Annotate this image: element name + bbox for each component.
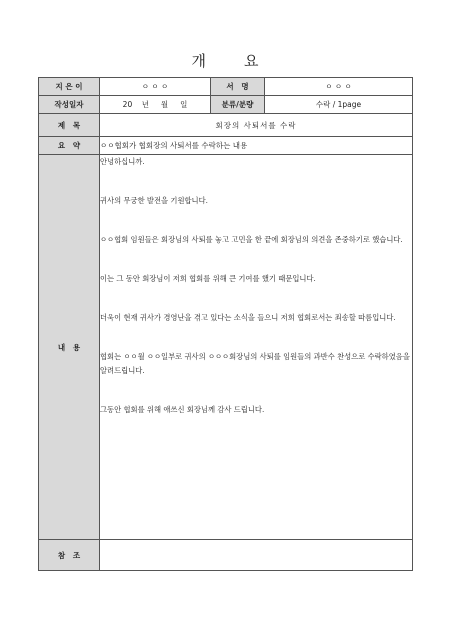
summary-value: ㅇㅇ협회가 협회장의 사퇴서를 수락하는 내용	[100, 137, 413, 155]
author-row	[39, 78, 413, 96]
signature-label: 서 명	[211, 78, 265, 96]
content-paragraph: 협회는 ㅇㅇ월 ㅇㅇ일부로 귀사의 ㅇㅇㅇ회장님의 사퇴를 임원들의 과반수 찬성으로 수락하였음을 알려드립니다.	[100, 352, 410, 375]
content-paragraph: 안녕하십니까.	[100, 157, 145, 166]
content-paragraph: 이는 그 동안 회장님이 저희 협회를 위해 큰 기여를 했기 때문입니다.	[100, 274, 316, 283]
author-label: 지 은 이	[39, 78, 100, 96]
summary-label: 요 약	[39, 137, 100, 155]
signature-value: ㅇ ㅇ ㅇ	[265, 78, 413, 96]
subject-row	[39, 114, 413, 137]
reference-value	[100, 540, 413, 571]
content-paragraph: 귀사의 무궁한 발전을 기원합니다.	[100, 196, 208, 205]
date-row	[39, 96, 413, 114]
content-body	[100, 155, 413, 540]
title-char-2: 요	[244, 52, 259, 70]
content-paragraph: ㅇㅇ협회 임원들은 회장님의 사퇴를 놓고 고민을 한 끝에 회장님의 의견을 존중하기로 했습니다.	[100, 235, 403, 244]
subject-value: 회장의 사퇴서를 수락	[100, 114, 413, 137]
date-label: 작성일자	[39, 96, 100, 114]
author-value: ㅇ ㅇ ㅇ	[100, 78, 211, 96]
title-char-1: 개	[191, 52, 206, 70]
date-value: 20 년 월 일	[100, 96, 211, 114]
reference-label: 참 조	[39, 540, 100, 571]
content-row	[39, 155, 413, 540]
subject-label: 제 목	[39, 114, 100, 137]
content-paragraph: 그동안 협회를 위해 애쓰신 회장님께 감사 드립니다.	[100, 405, 265, 414]
content-label: 내 용	[39, 155, 100, 540]
document-title	[0, 50, 450, 71]
category-label: 분류/분량	[211, 96, 265, 114]
summary-form-table	[38, 77, 413, 571]
summary-row	[39, 137, 413, 155]
reference-row	[39, 540, 413, 571]
category-value: 수락 / 1page	[265, 96, 413, 114]
content-paragraph: 더욱이 현재 귀사가 경영난을 겪고 있다는 소식을 들으니 저희 협회로서는 죄송할 따름입니다.	[100, 313, 396, 322]
